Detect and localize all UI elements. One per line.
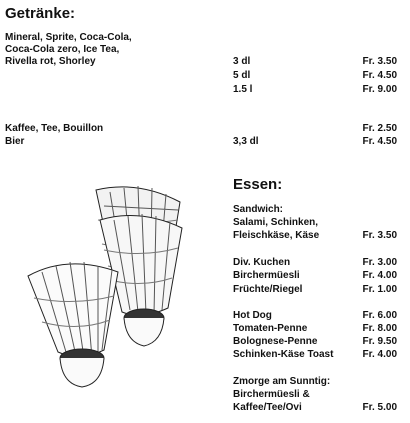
beer-size: 3,3 dl xyxy=(233,136,259,147)
kuchen-price: Fr. 3.00 xyxy=(362,257,397,268)
sunday-line-1: Zmorge am Sunntig: xyxy=(233,376,331,387)
drinks-line-3: Rivella rot, Shorley xyxy=(5,56,96,67)
tomaten-penne-price: Fr. 8.00 xyxy=(362,323,397,334)
hot-drinks-label: Kaffee, Tee, Bouillon xyxy=(5,123,104,134)
size-3dl: 3 dl xyxy=(233,56,251,67)
drinks-line-1: Mineral, Sprite, Coca-Cola, xyxy=(5,32,132,43)
kuchen-label: Div. Kuchen xyxy=(233,257,291,268)
sunday-price: Fr. 5.00 xyxy=(362,402,397,413)
fruechte-label: Früchte/Riegel xyxy=(233,284,303,295)
sunday-line-2: Birchermüesli & xyxy=(233,389,310,400)
price-3dl: Fr. 3.50 xyxy=(362,56,397,67)
toast-label: Schinken-Käse Toast xyxy=(233,349,334,360)
sunday-line-3: Kaffee/Tee/Ovi xyxy=(233,402,302,413)
drinks-heading: Getränke: xyxy=(5,5,76,22)
birchermuesli-price: Fr. 4.00 xyxy=(362,270,397,281)
birchermuesli-label: Birchermüesli xyxy=(233,270,300,281)
sandwich-line-1: Sandwich: xyxy=(233,204,284,215)
hotdog-label: Hot Dog xyxy=(233,310,272,321)
bolognese-penne-label: Bolognese-Penne xyxy=(233,336,318,347)
hotdog-price: Fr. 6.00 xyxy=(362,310,397,321)
price-1-5l: Fr. 9.00 xyxy=(362,84,397,95)
sandwich-line-2: Salami, Schinken, xyxy=(233,217,319,228)
badminton-shuttlecocks-icon xyxy=(18,180,193,390)
bolognese-penne-price: Fr. 9.50 xyxy=(362,336,397,347)
food-heading: Essen: xyxy=(233,176,283,193)
toast-price: Fr. 4.00 xyxy=(362,349,397,360)
sandwich-price: Fr. 3.50 xyxy=(362,230,397,241)
beer-label: Bier xyxy=(5,136,25,147)
sandwich-line-3: Fleischkäse, Käse xyxy=(233,230,320,241)
drinks-line-2: Coca-Cola zero, Ice Tea, xyxy=(5,44,120,55)
hot-drinks-price: Fr. 2.50 xyxy=(362,123,397,134)
price-5dl: Fr. 4.50 xyxy=(362,70,397,81)
size-5dl: 5 dl xyxy=(233,70,251,81)
fruechte-price: Fr. 1.00 xyxy=(362,284,397,295)
tomaten-penne-label: Tomaten-Penne xyxy=(233,323,308,334)
size-1-5l: 1.5 l xyxy=(233,84,253,95)
beer-price: Fr. 4.50 xyxy=(362,136,397,147)
